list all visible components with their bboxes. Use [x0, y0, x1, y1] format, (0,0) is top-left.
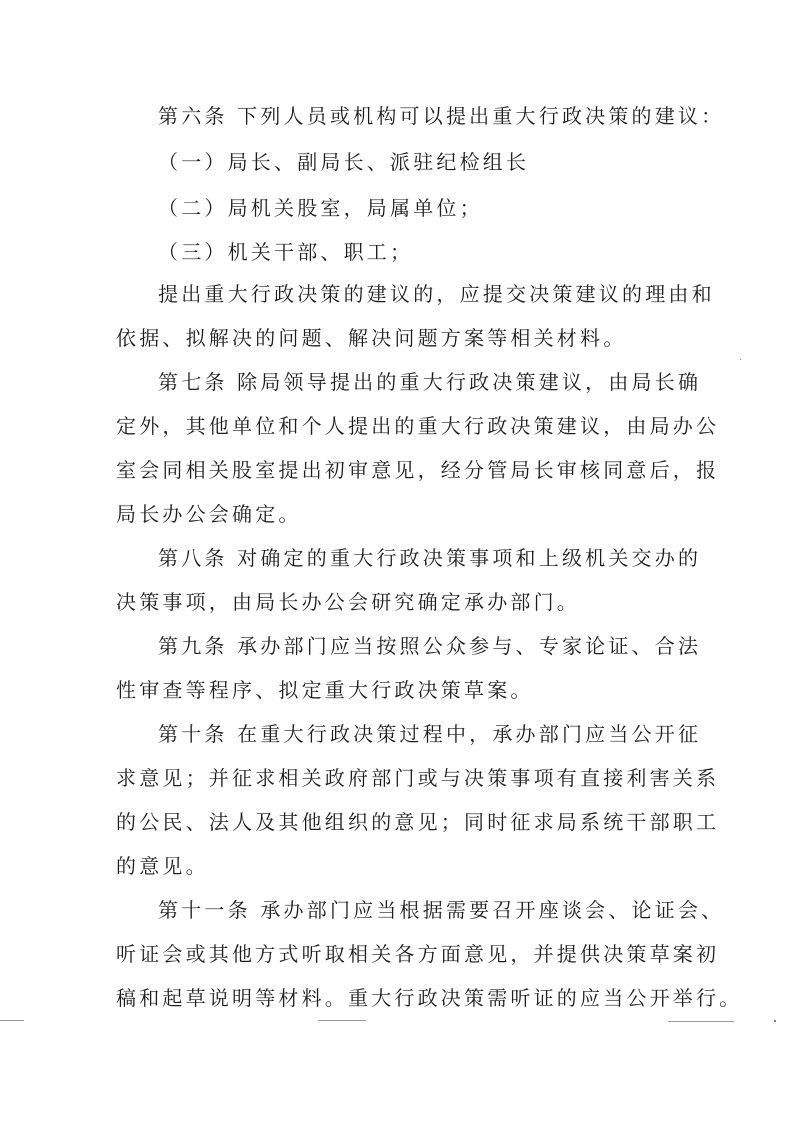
article-7-line-1: 第七条 除局领导提出的重大行政决策建议，由局长确	[158, 370, 702, 394]
article-6-item-1: （一）局长、副局长、派驻纪检组长	[158, 150, 530, 174]
article-6-note-line-2: 依据、拟解决的问题、解决问题方案等相关材料。	[116, 326, 627, 350]
article-11-line-2: 听证会或其他方式听取相关各方面意见，并提供决策草案初	[116, 942, 720, 966]
article-6-item-2: （二）局机关股室，局属单位；	[158, 196, 483, 220]
scan-mark-left	[0, 1020, 24, 1021]
article-10-line-3: 的公民、法人及其他组织的意见；同时征求局系统干部职工	[116, 810, 720, 834]
scan-mark-center	[318, 1020, 366, 1021]
article-10-line-1: 第十条 在重大行政决策过程中，承办部门应当公开征	[158, 722, 702, 746]
article-7-line-3: 室会同相关股室提出初审意见，经分管局长审核同意后，报	[116, 458, 720, 482]
article-10-line-4: 的意见。	[116, 854, 209, 878]
scan-mark-right	[668, 1021, 734, 1022]
article-11-line-3: 稿和起草说明等材料。重大行政决策需听证的应当公开举行。	[116, 986, 743, 1010]
article-11-line-1: 第十一条 承办部门应当根据需要召开座谈会、论证会、	[158, 898, 725, 922]
article-9-line-2: 性审查等程序、拟定重大行政决策草案。	[116, 678, 534, 702]
article-9-line-1: 第九条 承办部门应当按照公众参与、专家论证、合法	[158, 634, 702, 658]
article-7-line-4: 局长办公会确定。	[116, 502, 302, 526]
article-10-line-2: 求意见；并征求相关政府部门或与决策事项有直接利害关系	[116, 766, 720, 790]
article-6-heading: 第六条 下列人员或机构可以提出重大行政决策的建议：	[158, 104, 725, 128]
article-6-item-3: （三）机关干部、职工；	[158, 240, 414, 264]
article-8-line-2: 决策事项，由局长办公会研究确定承办部门。	[116, 590, 580, 614]
article-6-note-line-1: 提出重大行政决策的建议的，应提交决策建议的理由和	[158, 282, 715, 306]
article-8-line-1: 第八条 对确定的重大行政决策事项和上级机关交办的	[158, 546, 702, 570]
scan-dot-upper	[740, 359, 741, 360]
article-7-line-2: 定外，其他单位和个人提出的重大行政决策建议，由局办公	[116, 414, 720, 438]
scan-dot-bottom	[774, 1020, 776, 1022]
